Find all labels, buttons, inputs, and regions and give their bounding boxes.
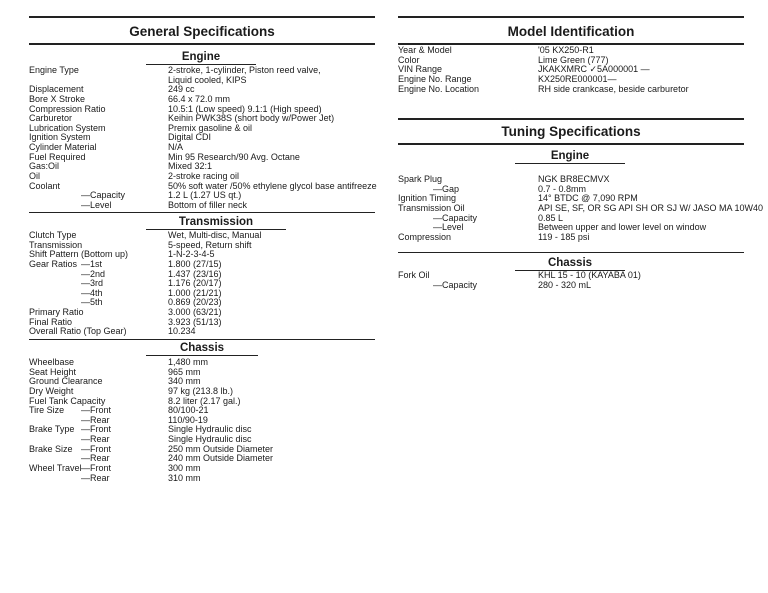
spec-row — [29, 201, 375, 211]
spec-label: Spark Plug — [398, 174, 443, 184]
spec-sublabel: —2nd — [81, 268, 106, 279]
spec-label: —Capacity — [433, 279, 478, 290]
spec-sublabel: —1st — [81, 258, 103, 269]
spec-value: KX250RE000001— — [538, 73, 617, 84]
tuning-title-top-rule — [398, 118, 744, 120]
spec-value: 240 mm Outside Diameter — [168, 453, 274, 464]
spec-sublabel: —Rear — [81, 472, 110, 483]
spec-value: Single Hydraulic disc — [168, 434, 252, 445]
spec-value: Lime Green (777) — [538, 54, 609, 65]
spec-value: 965 mm — [168, 366, 201, 377]
spec-value: Single Hydraulic disc — [168, 424, 252, 435]
chassis-heading: Chassis — [179, 342, 225, 354]
spec-value: 340 mm — [168, 376, 201, 387]
spec-value: 50% soft water /50% ethylene glycol base antifreeze — [168, 180, 377, 191]
spec-sublabel: —Front — [81, 443, 112, 454]
spec-label: Wheel Travel — [29, 463, 82, 474]
chassis-heading-rule — [146, 355, 258, 356]
spec-label: Coolant — [29, 180, 61, 191]
spec-value: 0.869 (20/23) — [168, 297, 222, 308]
spec-value: 280 - 320 mL — [538, 279, 592, 290]
spec-value: 300 mm — [168, 463, 201, 474]
spec-value: 1.2 L (1.27 US qt.) — [168, 190, 242, 201]
spec-label: Wheelbase — [29, 357, 75, 367]
spec-label: Year & Model — [398, 45, 452, 55]
spec-value: 14° BTDC @ 7,090 RPM — [538, 193, 638, 204]
spec-value: Wet, Multi-disc, Manual — [168, 230, 262, 240]
tuning-engine-list — [398, 174, 764, 242]
spec-label: Brake Type — [29, 424, 75, 435]
spec-label: Oil — [29, 171, 40, 182]
spec-label: —Level — [81, 199, 112, 210]
spec-value: 249 cc — [168, 84, 195, 95]
spec-label: Final Ratio — [29, 316, 73, 327]
spec-value: 80/100-21 — [168, 405, 209, 416]
spec-row — [398, 85, 744, 95]
spec-value: Mixed 32:1 — [168, 161, 213, 172]
tuning-chassis-list — [398, 271, 744, 290]
title-bottom-rule — [29, 43, 375, 45]
engine-heading: Engine — [181, 51, 221, 63]
spec-value: 1.437 (23/16) — [168, 268, 222, 279]
engine-spec-list — [29, 66, 375, 211]
spec-label: Lubrication System — [29, 122, 106, 133]
spec-value: Digital CDI — [168, 132, 212, 143]
spec-label: Ignition System — [29, 132, 91, 143]
spec-value: 110/90-19 — [168, 414, 208, 425]
tuning-title-bottom-rule — [398, 143, 744, 145]
spec-sublabel: —Front — [81, 463, 112, 474]
spec-label: Cylinder Material — [29, 142, 97, 153]
spec-value: Keihin PWK38S (short body w/Power Jet) — [168, 113, 335, 124]
spec-label: —Level — [433, 222, 464, 233]
title-top-rule — [29, 16, 375, 18]
spec-value: NGK BR8ECMVX — [538, 174, 610, 184]
spec-value: 1-N-2-3-4-5 — [168, 249, 215, 260]
spec-value: 10.5:1 (Low speed) 9.1:1 (High speed) — [168, 103, 322, 114]
spec-value: 5-speed, Return shift — [168, 239, 252, 250]
spec-label: Bore X Stroke — [29, 93, 86, 104]
transmission-spec-list — [29, 231, 375, 337]
spec-label: Compression Ratio — [29, 103, 106, 114]
spec-value: 1,480 mm — [168, 357, 209, 367]
spec-label: Gas:Oil — [29, 161, 60, 172]
spec-label: —Capacity — [81, 190, 126, 201]
spec-value: RH side crankcase, beside carburetor — [538, 83, 689, 94]
spec-value: 66.4 x 72.0 mm — [168, 93, 231, 104]
model-title-top-rule — [398, 16, 744, 18]
tuning-specifications-title: Tuning Specifications — [501, 124, 641, 139]
spec-label: Dry Weight — [29, 385, 74, 396]
spec-value: Between upper and lower level on window — [538, 222, 707, 233]
tuning-chassis-top-rule — [398, 252, 744, 253]
spec-label: Primary Ratio — [29, 307, 84, 318]
spec-value: 97 kg (213.8 lb.) — [168, 385, 234, 396]
spec-label: Engine No. Range — [398, 73, 472, 84]
spec-value: JKAKXMRC ✓5A000001 — — [538, 64, 650, 75]
spec-label: Shift Pattern (Bottom up) — [29, 249, 129, 260]
spec-sublabel: —5th — [81, 297, 103, 308]
spec-value: 1.176 (20/17) — [168, 278, 222, 289]
spec-value: N/A — [168, 142, 184, 153]
spec-value: Bottom of filler neck — [168, 199, 248, 210]
spec-value: '05 KX250-R1 — [538, 45, 594, 55]
spec-value: 8.2 liter (2.17 gal.) — [168, 395, 241, 406]
transmission-top-rule — [29, 212, 375, 213]
spec-value: API SE, SF, OR SG API SH OR SJ W/ JASO MA 10W40 — [538, 202, 764, 213]
tuning-engine-heading-rule — [515, 163, 625, 164]
spec-sublabel: —3rd — [81, 278, 104, 289]
spec-value: 310 mm — [168, 472, 201, 483]
spec-label: Fork Oil — [398, 270, 430, 280]
spec-label: Fuel Tank Capacity — [29, 395, 106, 406]
spec-label: —Gap — [433, 183, 460, 194]
spec-label: Overall Ratio (Top Gear) — [29, 326, 127, 337]
spec-sublabel: —Front — [81, 405, 112, 416]
spec-value: 10.234 — [168, 326, 196, 337]
spec-label: Carburetor — [29, 113, 73, 124]
spec-value: 3.000 (63/21) — [168, 307, 222, 318]
spec-label: Gear Ratios — [29, 258, 78, 269]
model-identification-list — [398, 46, 744, 94]
chassis-spec-list — [29, 358, 375, 483]
spec-label: Transmission Oil — [398, 202, 465, 213]
spec-row — [29, 358, 375, 368]
spec-sublabel: —Rear — [81, 453, 110, 464]
spec-row — [29, 474, 375, 484]
spec-label: VIN Range — [398, 64, 443, 75]
spec-label: Clutch Type — [29, 230, 77, 240]
spec-row — [398, 233, 744, 243]
spec-value: 1.800 (27/15) — [168, 258, 222, 269]
spec-label: Ground Clearance — [29, 376, 103, 387]
spec-value: 3.923 (51/13) — [168, 316, 222, 327]
spec-label: Engine No. Location — [398, 83, 480, 94]
chassis-top-rule — [29, 339, 375, 340]
spec-value: 0.85 L — [538, 212, 564, 223]
spec-sublabel: —Rear — [81, 414, 110, 425]
spec-label: Compression — [398, 231, 452, 242]
spec-sublabel: —4th — [81, 287, 103, 298]
spec-label: Brake Size — [29, 443, 73, 454]
spec-label: Engine Type — [29, 65, 79, 75]
spec-label: Transmission — [29, 239, 83, 250]
spec-value: KHL 15 - 10 (KAYABA 01) — [538, 270, 641, 280]
spec-label: Color — [398, 54, 420, 65]
spec-sublabel: —Front — [81, 424, 112, 435]
spec-label: Ignition Timing — [398, 193, 457, 204]
spec-label: Displacement — [29, 84, 84, 95]
spec-value: 1.000 (21/21) — [168, 287, 222, 298]
spec-value: 119 - 185 psi — [538, 231, 590, 242]
spec-value: Premix gasoline & oil — [168, 122, 253, 133]
spec-value: Liquid cooled, KIPS — [168, 74, 247, 85]
spec-value: Min 95 Research/90 Avg. Octane — [168, 151, 300, 162]
spec-label: Tire Size — [29, 405, 65, 416]
spec-value: 2-stroke, 1-cylinder, Piston reed valve, — [168, 65, 321, 75]
spec-row — [29, 327, 375, 337]
tuning-chassis-heading: Chassis — [547, 257, 593, 269]
spec-label: —Capacity — [433, 212, 478, 223]
tuning-engine-heading: Engine — [550, 150, 590, 162]
spec-value: 0.7 - 0.8mm — [538, 183, 587, 194]
spec-value: 2-stroke racing oil — [168, 171, 240, 182]
model-identification-title: Model Identification — [507, 24, 635, 39]
transmission-heading: Transmission — [178, 216, 254, 228]
spec-label: Seat Height — [29, 366, 77, 377]
general-specifications-title: General Specifications — [129, 24, 275, 39]
spec-row — [398, 281, 744, 291]
spec-sublabel: —Rear — [81, 434, 110, 445]
spec-label: Fuel Required — [29, 151, 86, 162]
spec-value: 250 mm Outside Diameter — [168, 443, 274, 454]
